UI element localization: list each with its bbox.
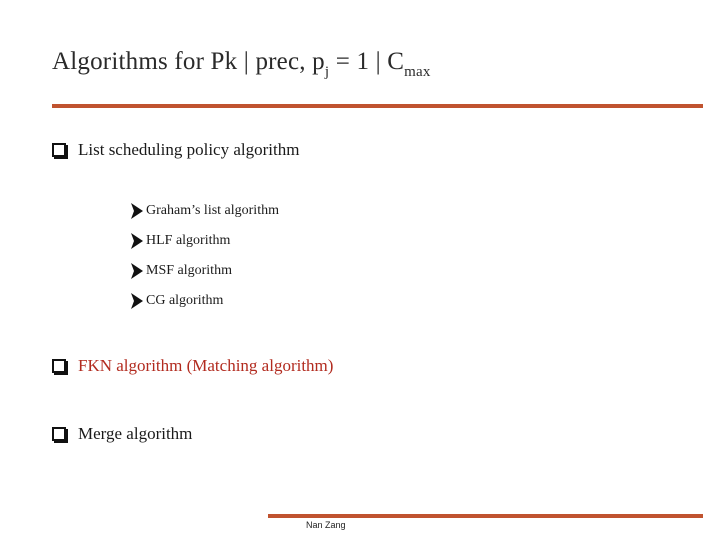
- sub-bullet-msf: [130, 262, 232, 280]
- arrow-bullet-icon: [130, 232, 144, 250]
- bullet-list-scheduling: [52, 140, 299, 160]
- sub-bullet-text: MSF algorithm: [146, 263, 232, 278]
- sub-bullet-graham: [130, 202, 279, 220]
- title-subscript-j: j: [324, 64, 330, 80]
- bullet-merge: [52, 424, 192, 444]
- checkbox-bullet-icon: [52, 427, 66, 441]
- title-rest: = 1 | C: [329, 48, 405, 75]
- title-divider: [52, 104, 703, 108]
- checkbox-bullet-icon: [52, 359, 66, 373]
- arrow-bullet-icon: [130, 262, 144, 280]
- slide-title: [52, 48, 431, 81]
- sub-bullet-hlf: [130, 232, 230, 250]
- title-subscript-max: max: [404, 64, 431, 80]
- footer-author: Nan Zang: [306, 520, 346, 530]
- sub-bullet-cg: [130, 292, 223, 310]
- sub-bullet-text: CG algorithm: [146, 293, 224, 308]
- bullet-text: Merge algorithm: [78, 424, 193, 443]
- sub-bullet-text: HLF algorithm: [146, 233, 231, 248]
- bullet-fkn: [52, 356, 333, 376]
- checkbox-bullet-icon: [52, 143, 66, 157]
- footer-divider: [268, 514, 703, 518]
- bullet-text: List scheduling policy algorithm: [78, 140, 300, 159]
- sub-bullet-text: Graham’s list algorithm: [146, 203, 279, 218]
- arrow-bullet-icon: [130, 202, 144, 220]
- bullet-text-highlighted: FKN algorithm (Matching algorithm): [78, 356, 334, 375]
- arrow-bullet-icon: [130, 292, 144, 310]
- title-main: Algorithms for Pk | prec, p: [52, 48, 325, 75]
